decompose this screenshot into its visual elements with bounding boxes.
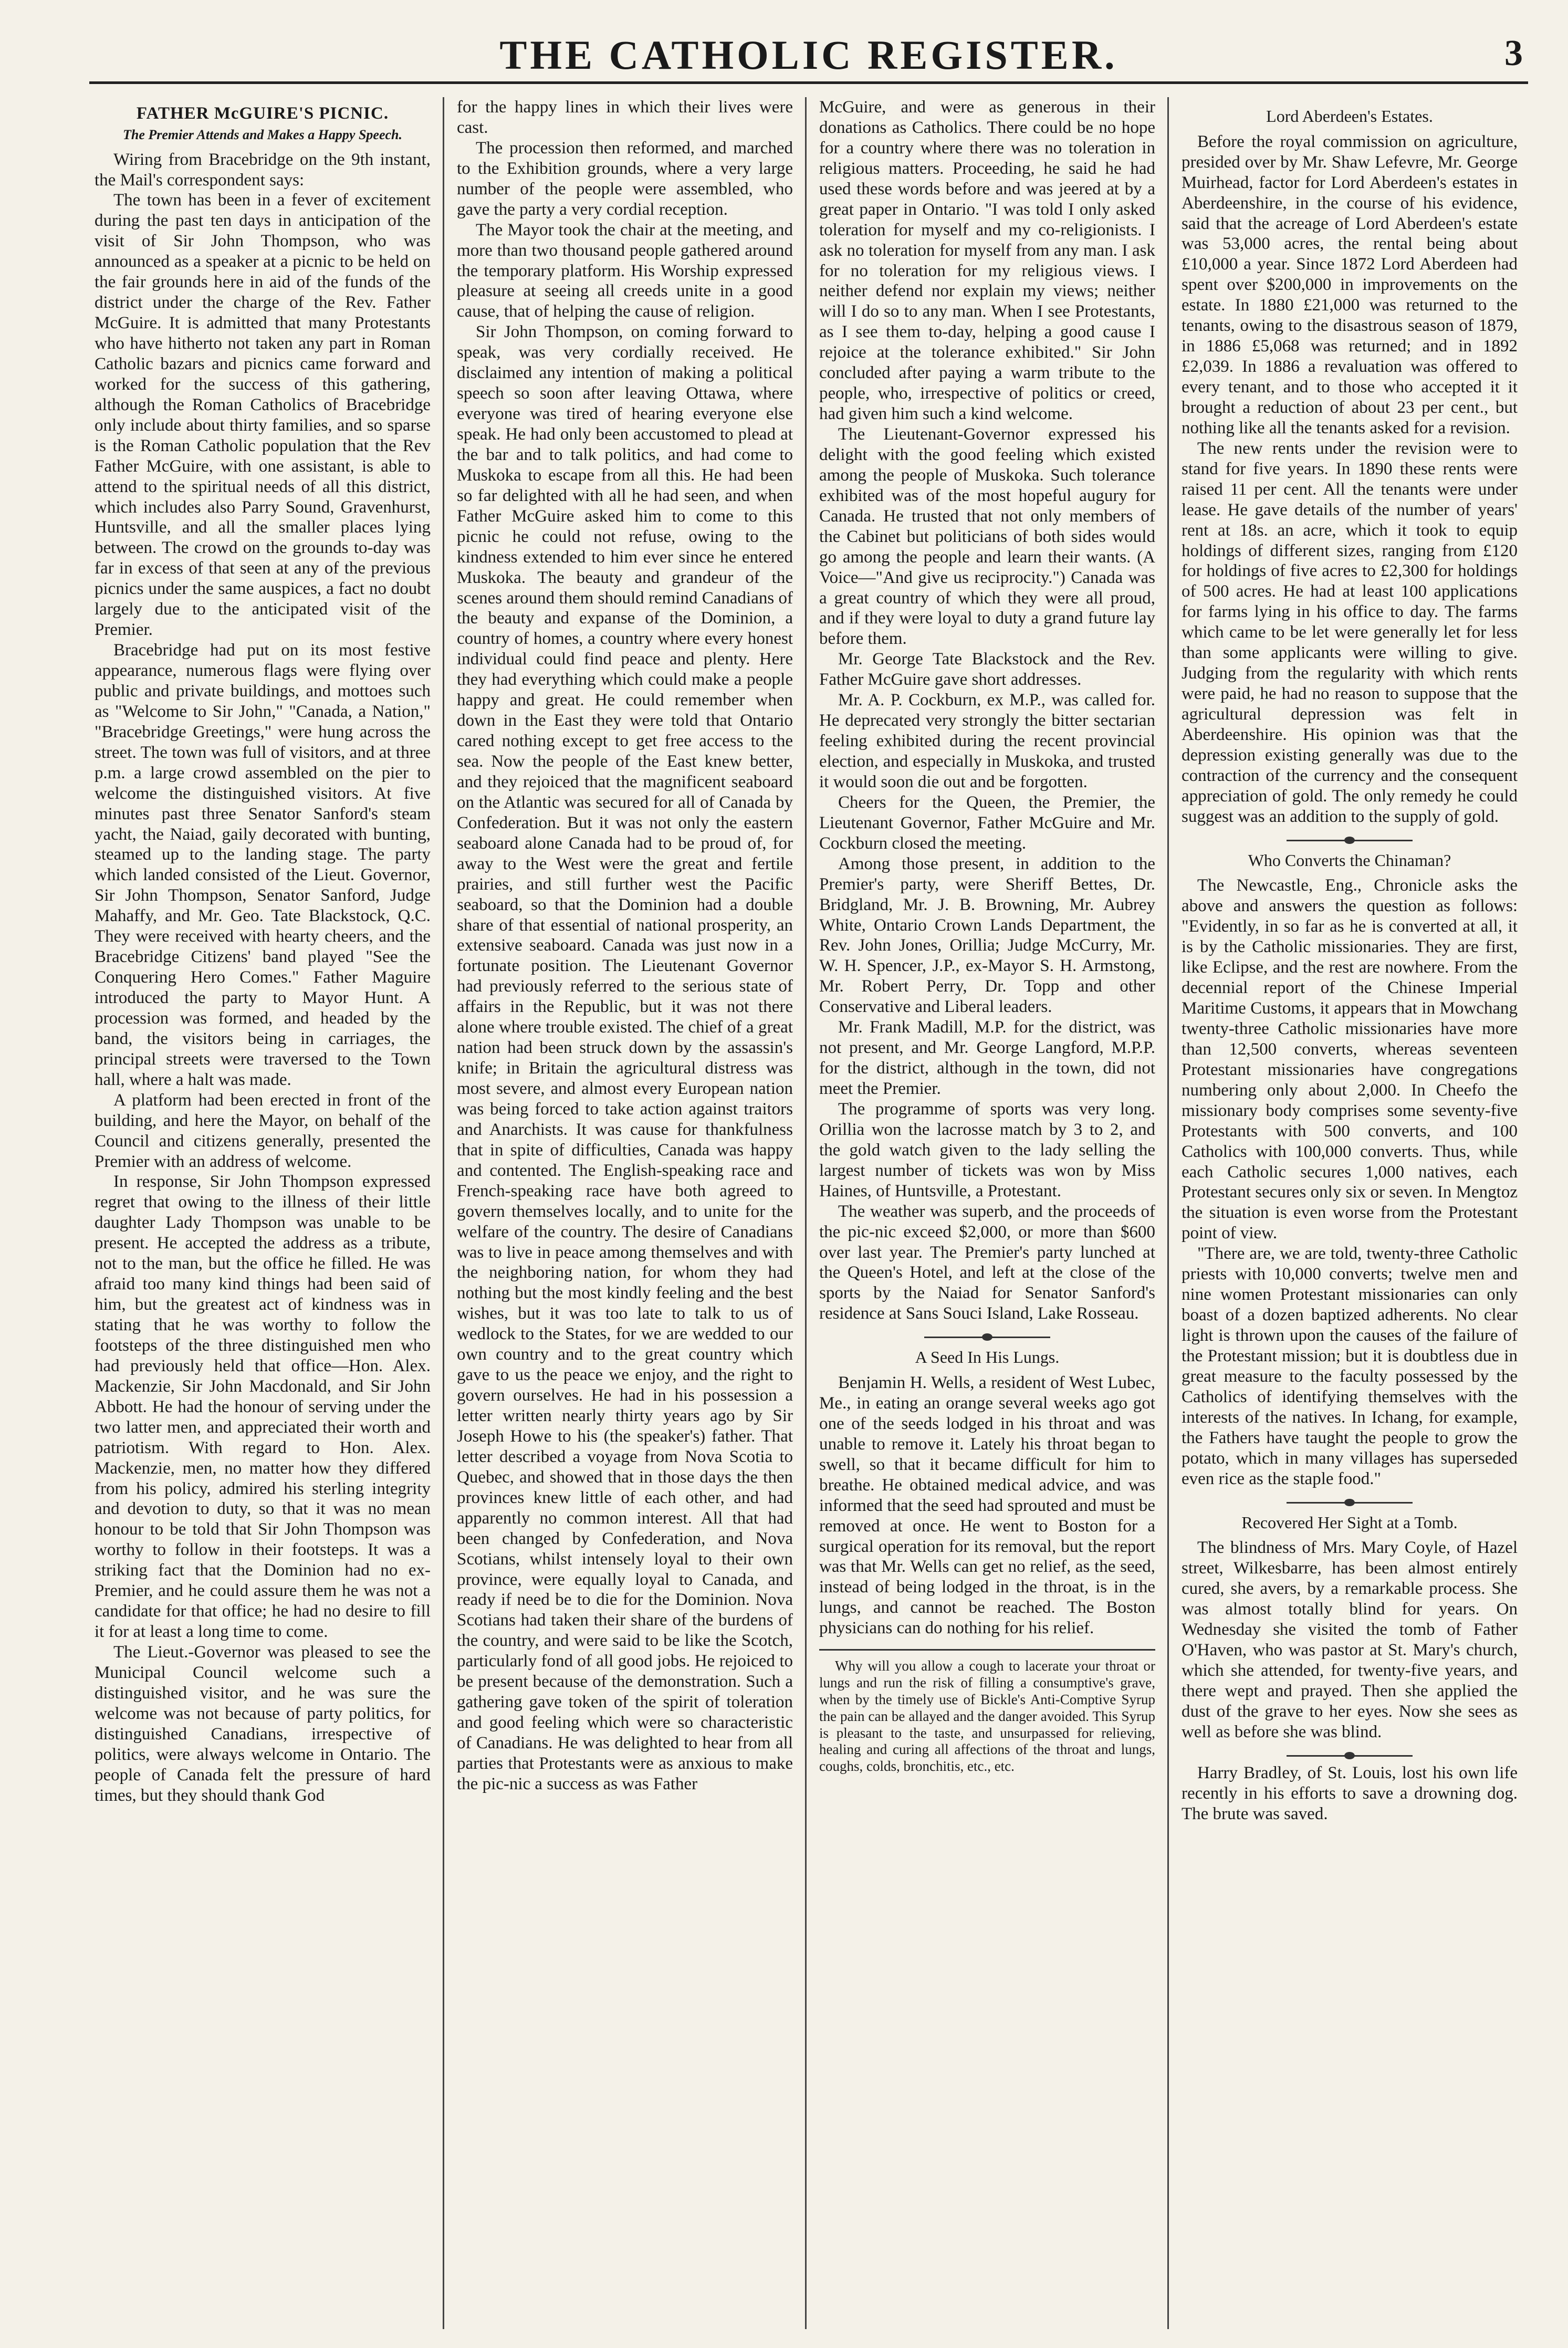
- section-separator: [1287, 840, 1413, 841]
- article-paragraph: The blindness of Mrs. Mary Coyle, of Hazel street, Wilkesbarre, has been almost entirely cured, she avers, by a remarkable process. She was almost totally blind for years. On Wednesday she visited the tomb of Father O'Haven, who was pastor at St. Mary's church, which she attended, for twenty-five years, and there wept and prayed. Then she applied the dust of the grave to her eyes. Now she sees as well as before she was blind.: [1182, 1538, 1518, 1741]
- column-divider: [805, 97, 807, 2329]
- article-paragraph: The new rents under the revision were to stand for five years. In 1890 these rents were raised 11 per cent. All the tenants were under lease. He gave details of the number of years' rent at 18s. an acre, which it took to equip holdings of different sizes, ranging from £120 for holdings of five acres to £2,300 for holdings of 500 acres. He had at least 100 applications for farms lying in his office to day. The farms which came to be let were generally let for less than some applicants were willing to give. Judging from the regularity with which rents were paid, he had no reason to suppose that the agricultural depression was felt in Aberdeenshire. His opinion was that the depression existing generally was due to the contraction of the currency and the consequent appreciation of gold. The only remedy he could suggest was an addition to the supply of gold.: [1182, 439, 1518, 826]
- advertisement-text: Why will you allow a cough to lacerate your throat or lungs and run the risk of filling a consumptive's grave, when by the timely use of Bickle's Anti-Comptive Syrup the pain can be allayed and the danger avoided. This Syrup is pleasant to the taste, and unsurpassed for relieving, healing and curing all affections of the throat and lungs, coughs, colds, bronchitis, etc., etc.: [819, 1658, 1155, 1775]
- section-separator: [1287, 1755, 1413, 1757]
- masthead: [89, 21, 1528, 84]
- article-paragraph: for the happy lines in which their lives were cast.: [457, 98, 793, 137]
- article-paragraph: The Lieut.-Governor was pleased to see the Municipal Council welcome such a distinguished visitor, and he was sure the welcome was not because of party politics, for distinguished Canadians, irrespective of politics, were always welcome in Ontario. The people of Canada felt the pressure of hard times, but they should thank God: [95, 1643, 431, 1805]
- column-2: [457, 97, 793, 2329]
- article-paragraph: The town has been in a fever of excitement during the past ten days in anticipation of the visit of Sir John Thompson, who was announced as a speaker at a picnic to be held on the fair grounds here in aid of the funds of the district under the charge of the Rev. Father McGuire. It is admitted that many Protestants who have hitherto not taken any part in Roman Catholic bazars and picnics came forward and worked for the success of this gathering, although the Roman Catholics of Bracebridge only include about thirty families, and so sparse is the Roman Catholic population that the Rev Father McGuire, with one assistant, is able to attend to the spiritual needs of all this district, which includes also Parry Sound, Gravenhurst, Huntsville, and all the smaller places lying between. The crowd on the grounds to-day was far in excess of that seen at any of the previous picnics under the same auspices, a fact no doubt largely due to the anticipated visit of the Premier.: [95, 191, 431, 640]
- page-number: 3: [1504, 33, 1523, 74]
- article-paragraph: The weather was superb, and the proceeds of the pic-nic exceed $2,000, or more than $600 over last year. The Premier's party lunched at the Queen's Hotel, and left at the close of the sports by the Naiad for Senator Sanford's residence at Sans Souci Island, Lake Rosseau.: [819, 1202, 1155, 1323]
- article-paragraph: Before the royal commission on agriculture, presided over by Mr. Shaw Lefevre, Mr. George Muirhead, factor for Lord Aberdeen's estates in Aberdeenshire, in the course of his evidence, said that the acreage of Lord Aberdeen's estate was 53,000 acres, the rental being about £10,000 a year. Since 1872 Lord Aberdeen had spent over $200,000 in improvements on the estate. In 1880 £21,000 was returned to the tenants, owing to the disastrous season of 1879, in 1886 £5,068 was returned; and in 1892 £2,039. In 1886 a revaluation was offered to every tenant, and to those who accepted it it brought a reduction of about 23 per cent., but nothing like all the tenants asked for a revision.: [1182, 132, 1518, 437]
- article-paragraph: Cheers for the Queen, the Premier, the Lieutenant Governor, Father McGuire and Mr. Cockburn closed the meeting.: [819, 792, 1155, 853]
- column-4: [1182, 97, 1518, 2329]
- article-paragraph: Mr. Frank Madill, M.P. for the district, was not present, and Mr. George Langford, M.P.P. for the district, although in the town, did not meet the Premier.: [819, 1018, 1155, 1098]
- article-paragraph: The programme of sports was very long. Orillia won the lacrosse match by 3 to 2, and the gold watch given to the lady selling the largest number of tickets was won by Miss Haines, of Huntsville, a Protestant.: [819, 1099, 1155, 1201]
- article-paragraph: Bracebridge had put on its most festive appearance, numerous flags were flying over public and private buildings, and mottoes such as "Welcome to Sir John," "Canada, a Nation," "Bracebridge Greetings," were hung across the street. The town was full of visitors, and at three p.m. a large crowd assembled on the pier to welcome the distinguished visitors. At five minutes past three Senator Sanford's steam yacht, the Naiad, gaily decorated with bunting, steamed up to the landing stage. The party which landed consisted of the Lieut. Governor, Sir John Thompson, Senator Sanford, Judge Mahaffy, and Mr. Geo. Tate Blackstock, Q.C. They were received with hearty cheers, and the Bracebridge Citizens' band played "See the Conquering Hero Comes." Father Maguire introduced the party to Mayor Hunt. A procession was formed, and headed by the band, the visitors being in carriages, the principal streets were traversed to the Town hall, where a halt was made.: [95, 641, 431, 1089]
- column-divider: [1167, 97, 1169, 2329]
- article-paragraph: A platform had been erected in front of the building, and here the Mayor, on behalf of the Council and citizens generally, presented the Premier with an address of welcome.: [95, 1090, 431, 1171]
- article-headline: Lord Aberdeen's Estates.: [1266, 107, 1433, 126]
- column-1: [95, 97, 431, 2329]
- article-paragraph: Benjamin H. Wells, a resident of West Lubec, Me., in eating an orange several weeks ago got one of the seeds lodged in his throat and was unable to remove it. Lately his throat began to swell, so that it became difficult for him to breathe. He obtained medical advice, and was informed that the seed had sprouted and must be removed at once. He went to Boston for a surgical operation for its removal, but the report was that Mr. Wells can get no relief, as the seed, instead of being lodged in the throat, is in the lungs, and cannot be reached. The Boston physicians can do nothing for his relief.: [819, 1373, 1155, 1638]
- article-paragraph: Mr. George Tate Blackstock and the Rev. Father McGuire gave short addresses.: [819, 650, 1155, 690]
- article-paragraph: The Lieutenant-Governor expressed his delight with the good feeling which existed among the people of Muskoka. Such tolerance exhibited was of the most hopeful augury for Canada. He trusted that not only members of the Cabinet but politicians of both sides would go among the people and learn their wants. (A Voice—"And give us reciprocity.") Canada was a great country of which they were all proud, and if they were loyal to duty a grand future lay before them.: [819, 425, 1155, 649]
- column-3: [819, 97, 1155, 2329]
- article-paragraph: Mr. A. P. Cockburn, ex M.P., was called for. He deprecated very strongly the bitter sectarian feeling exhibited during the recent provincial election, and especially in Muskoka, and trusted it would soon die out and be forgotten.: [819, 691, 1155, 791]
- article-paragraph: McGuire, and were as generous in their donations as Catholics. There could be no hope for a country where there was no toleration in religious matters. Proceeding, he said he had used these words before and was jeered at by a great paper in Ontario. "I was told I only asked toleration for myself and my co-religionists. I ask no toleration for myself from any man. I ask for no toleration for my religious views. I neither defend nor explain my views; neither will I do so to any man. When I see Protestants, as I see them to-day, helping a good cause I rejoice at the tolerance exhibited." Sir John concluded after paying a warm tribute to the people, who, irrespective of politics or creed, had given him such a kind welcome.: [819, 98, 1155, 424]
- article-paragraph: Harry Bradley, of St. Louis, lost his own life recently in his efforts to save a drowning dog. The brute was saved.: [1182, 1763, 1518, 1823]
- article-paragraph: "There are, we are told, twenty-three Catholic priests with 10,000 converts; twelve men and nine women Protestant missionaries can only boast of a dozen baptized adherents. No clear light is thrown upon the causes of the failure of the Protestant mission; but it is doubtless due in great measure to the faculty possessed by the Catholics of identifying themselves with the interests of the natives. In Ichang, for example, the Fathers have taught the people to grow the potato, which in many villages has superseded even rice as the staple food.": [1182, 1244, 1518, 1488]
- article-subhead: The Premier Attends and Makes a Happy Speech.: [122, 127, 402, 142]
- article-paragraph: The procession then reformed, and marched to the Exhibition grounds, where a very large number of the people were assembled, who gave the party a very cordial reception.: [457, 138, 793, 219]
- article-headline: A Seed In His Lungs.: [915, 1348, 1060, 1367]
- article-headline: Recovered Her Sight at a Tomb.: [1241, 1512, 1458, 1532]
- section-separator: [924, 1337, 1050, 1338]
- article-headline: Who Converts the Chinaman?: [1248, 850, 1451, 870]
- article-paragraph: The Mayor took the chair at the meeting, and more than two thousand people gathered around the temporary platform. His Worship expressed pleasure at seeing all creeds unite in a good cause, that of helping the cause of religion.: [457, 220, 793, 321]
- article-paragraph: The Newcastle, Eng., Chronicle asks the above and answers the question as follows: "Evidently, in so far as he is converted at all, it is by the Catholic missionaries. They are first, like Eclipse, and the rest are nowhere. From the decennial report of the Chinese Imperial Maritime Customs, it appears that in Mowchang twenty-three Catholic missionaries have more than 12,500 converts, whereas seventeen Protestant missionaries have congregations numbering only about 2,000. In Cheefo the missionary body comprises some seventy-five Protestants with 500 converts, and 100 Catholics with 100,000 converts. Thus, while each Catholic secures 1,000 natives, each Protestant secures only six or seven. In Mengtoz the situation is even worse from the Protestant point of view.: [1182, 876, 1518, 1243]
- article-paragraph: Among those present, in addition to the Premier's party, were Sheriff Bettes, Dr. Bridgland, Mr. J. B. Browning, Mr. Aubrey White, Ontario Crown Lands Department, the Rev. John Jones, Orillia; Judge McCurry, Mr. W. H. Spencer, J.P., ex-Mayor S. H. Armstong, Mr. Robert Perry, Dr. Topp and other Conservative and Liberal leaders.: [819, 854, 1155, 1017]
- article-headline: FATHER McGUIRE'S PICNIC.: [136, 104, 389, 123]
- advertisement: [819, 1649, 1155, 1775]
- article-paragraph: Wiring from Bracebridge on the 9th instant, the Mail's correspondent says:: [95, 150, 431, 190]
- newspaper-title: THE CATHOLIC REGISTER.: [499, 32, 1118, 78]
- article-paragraph: Sir John Thompson, on coming forward to speak, was very cordially received. He disclaimed any intention of making a political speech so soon after leaving Ottawa, where everyone was tired of hearing everyone else speak. He had only been accustomed to plead at the bar and to talk politics, and had come to Muskoka to escape from all this. He had been so far delighted with all he had seen, and when Father McGuire asked him to come to this picnic he could not refuse, owing to the kindness extended to him ever since he entered Muskoka. The beauty and grandeur of the scenes around them should remind Canadians of the beauty and expanse of the Dominion, a country of homes, a country where every honest individual could find peace and plenty. Here they had everything which could make a people happy and great. He could remember when down in the East they were told that Ontario cared nothing except to get free access to the sea. Now the people of the East knew better, and they rejoiced that the magnificent seaboard on the Atlantic was secured for all of Canada by Confederation. But it was not only the eastern seaboard alone Canada had to be proud of, for away to the West were the great and fertile prairies, and still further west the Pacific seaboard, so that the Dominion had a double share of that essential of national prosperity, an extensive seaboard. Canada was just now in a fortunate position. The Lieutenant Governor had previously referred to the serious state of affairs in the Republic, but it was not there alone where trouble existed. The chief of a great nation had been struck down by the assassin's knife; in Britain the agricultural distress was most severe, and almost every European nation was being forced to take action against traitors and Anarchists. It was cause for thankfulness that in spite of difficulties, Canada was happy and contented. The English-speaking race and French-speaking race have both agreed to govern themselves locally, and to unite for the welfare of the country. The desire of Canadians was to live in peace among themselves and with the neighboring nation, for whom they had nothing but the most kindly feeling and the best wishes, but it was too late to talk to us of wedlock to the States, for we are wedded to our own country and to the great country which gave to us the peace we enjoy, and the right to govern ourselves. He had in his possession a letter written nearly thirty years ago by Sir Joseph Howe to his (the speaker's) father. That letter described a voyage from Nova Scotia to Quebec, and showed that in those days the then provinces knew little of each other, and had apparently no common interest. All that had been changed by Confederation, and Nova Scotians, whilst intensely loyal to their own province, were equally loyal to Canada, and ready if need be to die for the Dominion. Nova Scotians had taken their share of the burdens of the country, and were said to be like the Scotch, particularly fond of all good jobs. He rejoiced to be present because of the demonstration. Such a gathering gave token of the spirit of toleration and good feeling which were so characteristic of Canadians. He was delighted to hear from all parties that Protestants were as anxious to make the pic-nic a success as was Father: [457, 322, 793, 1793]
- section-separator: [1287, 1502, 1413, 1504]
- article-paragraph: In response, Sir John Thompson expressed regret that owing to the illness of their little daughter Lady Thompson was unable to be present. He accepted the address as a tribute, not to the man, but the office he filled. He was afraid too many kind things had been said of him, but the greatest act of kindness was in stating that he was worthy to follow the footsteps of the three distinguished men who had previously held that office—Hon. Alex. Mackenzie, Sir John Macdonald, and Sir John Abbott. He had the honour of serving under the two latter men, and appreciated their worth and patriotism. With regard to Hon. Alex. Mackenzie, men, no matter how they differed from his policy, admired his sterling integrity and devotion to duty, so that it was no mean honour to be told that Sir John Thompson was worthy to follow in their footsteps. It was a striking fact that the Dominion had no ex-Premier, and he could assure them he was not a candidate for that office; he had no desire to fill it for at least a long time to come.: [95, 1172, 431, 1642]
- column-divider: [443, 97, 444, 2329]
